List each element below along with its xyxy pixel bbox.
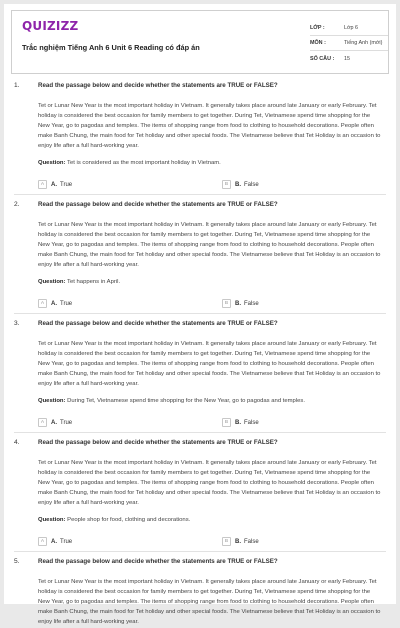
- divider: [14, 313, 386, 314]
- option-letter: A.: [51, 181, 57, 188]
- meta-row-count: [310, 51, 388, 66]
- divider: [14, 194, 386, 195]
- option-a-checkbox[interactable]: A: [38, 299, 47, 308]
- document-title: Trắc nghiệm Tiếng Anh 6 Unit 6 Reading có đáp án: [22, 43, 200, 52]
- option-letter: B.: [235, 419, 241, 426]
- meta-value: Lớp 6: [344, 25, 359, 31]
- worksheet-header: [11, 10, 389, 74]
- divider: [14, 551, 386, 552]
- meta-label: MÔN :: [310, 40, 326, 46]
- option-a[interactable]: [38, 418, 72, 427]
- question-instruction: Read the passage below and decide whether the statements are TRUE or FALSE?: [38, 439, 278, 446]
- reading-passage: Tet or Lunar New Year is the most important holiday in Vietnam. It generally takes place around late January or early February. Tet holiday is considered the best occasion for family members to get together. During Tet, Vietnamese spend time shopping for the New Year, go to pagodas and temples. The items of shopping range from food to clothing to household decorations. People often make Banh Chung, the main food for Tet holiday and other special foods. The Vietnamese believe that Tet Holiday is an occasion to enjoy life after a full hard-working year.: [38, 222, 381, 268]
- question-instruction: Read the passage below and decide whether the statements are TRUE or FALSE?: [38, 558, 278, 565]
- option-text: True: [60, 419, 73, 426]
- option-letter: B.: [235, 300, 241, 307]
- option-b[interactable]: [222, 299, 259, 308]
- option-b-checkbox[interactable]: B: [222, 299, 231, 308]
- option-letter: B.: [235, 181, 241, 188]
- question-label: Question:: [38, 398, 66, 404]
- statement-text: Tet happens in April.: [67, 279, 121, 285]
- option-a-checkbox[interactable]: A: [38, 537, 47, 546]
- option-text: False: [244, 181, 259, 188]
- question-number: 5.: [14, 558, 20, 565]
- meta-value: Tiếng Anh (mới): [344, 40, 383, 46]
- option-letter: A.: [51, 300, 57, 307]
- question-statement: [38, 279, 120, 285]
- question-label: Question:: [38, 517, 66, 523]
- option-text: True: [60, 181, 73, 188]
- reading-passage: Tet or Lunar New Year is the most important holiday in Vietnam. It generally takes place around late January or early February. Tet holiday is considered the best occasion for family members to get together. During Tet, Vietnamese spend time shopping for the New Year, go to pagodas and temples. The items of shopping range from food to clothing to household decorations. People often make Banh Chung, the main food for Tet holiday and other special foods. The Vietnamese believe that Tet Holiday is an occasion to enjoy life after a full hard-working year.: [38, 460, 381, 506]
- meta-row-class: [310, 21, 388, 36]
- question-label: Question:: [38, 279, 66, 285]
- option-letter: A.: [51, 419, 57, 426]
- question-instruction: Read the passage below and decide whether the statements are TRUE or FALSE?: [38, 320, 278, 327]
- statement-text: Tet is considered as the most important holiday in Vietnam.: [67, 160, 221, 166]
- option-letter: B.: [235, 538, 241, 545]
- question-statement: [38, 517, 190, 523]
- option-letter: A.: [51, 538, 57, 545]
- option-text: False: [244, 538, 259, 545]
- option-b-checkbox[interactable]: B: [222, 180, 231, 189]
- question-number: 4.: [14, 439, 20, 446]
- meta-value: 15: [344, 55, 350, 62]
- reading-passage: Tet or Lunar New Year is the most important holiday in Vietnam. It generally takes place around late January or early February. Tet holiday is considered the best occasion for family members to get together. During Tet, Vietnamese spend time shopping for the New Year, go to pagodas and temples. The items of shopping range from food to clothing to household decorations. People often make Banh Chung, the main food for Tet holiday and other special foods. The Vietnamese believe that Tet Holiday is an occasion to enjoy life after a full hard-working year.: [38, 103, 381, 149]
- divider: [14, 432, 386, 433]
- meta-row-subject: [310, 36, 388, 51]
- reading-passage: Tet or Lunar New Year is the most important holiday in Vietnam. It generally takes place around late January or early February. Tet holiday is considered the best occasion for family members to get together. During Tet, Vietnamese spend time shopping for the New Year, go to pagodas and temples. The items of shopping range from food to clothing to household decorations. People often make Banh Chung, the main food for Tet holiday and other special foods. The Vietnamese believe that Tet Holiday is an occasion to enjoy life after a full hard-working year.: [38, 579, 381, 625]
- option-text: False: [244, 300, 259, 307]
- reading-passage: Tet or Lunar New Year is the most important holiday in Vietnam. It generally takes place around late January or early February. Tet holiday is considered the best occasion for family members to get together. During Tet, Vietnamese spend time shopping for the New Year, go to pagodas and temples. The items of shopping range from food to clothing to household decorations. People often make Banh Chung, the main food for Tet holiday and other special foods. The Vietnamese believe that Tet Holiday is an occasion to enjoy life after a full hard-working year.: [38, 341, 381, 387]
- question-instruction: Read the passage below and decide whether the statements are TRUE or FALSE?: [38, 201, 278, 208]
- option-b[interactable]: [222, 180, 259, 189]
- question-statement: [38, 398, 305, 404]
- option-b-checkbox[interactable]: B: [222, 418, 231, 427]
- meta-label: LỚP :: [310, 25, 325, 31]
- meta-label: SỐ CÂU :: [310, 55, 335, 62]
- statement-text: During Tet, Vietnamese spend time shopping for the New Year, go to pagodas and temples.: [67, 398, 305, 404]
- meta-table: [310, 21, 388, 66]
- quizizz-logo: QUIZIZZ: [22, 19, 79, 33]
- question-number: 1.: [14, 82, 20, 89]
- option-text: False: [244, 419, 259, 426]
- question-instruction: Read the passage below and decide whether the statements are TRUE or FALSE?: [38, 82, 278, 89]
- option-a[interactable]: [38, 180, 72, 189]
- question-label: Question:: [38, 160, 66, 166]
- option-b[interactable]: [222, 537, 259, 546]
- option-text: True: [60, 300, 73, 307]
- question-statement: [38, 160, 221, 166]
- worksheet-page: [4, 4, 396, 625]
- option-a[interactable]: [38, 537, 72, 546]
- option-a-checkbox[interactable]: A: [38, 180, 47, 189]
- question-number: 2.: [14, 201, 20, 208]
- option-a[interactable]: [38, 299, 72, 308]
- question-number: 3.: [14, 320, 20, 327]
- option-b-checkbox[interactable]: B: [222, 537, 231, 546]
- option-b[interactable]: [222, 418, 259, 427]
- option-a-checkbox[interactable]: A: [38, 418, 47, 427]
- statement-text: People shop for food, clothing and decorations.: [67, 517, 191, 523]
- option-text: True: [60, 538, 73, 545]
